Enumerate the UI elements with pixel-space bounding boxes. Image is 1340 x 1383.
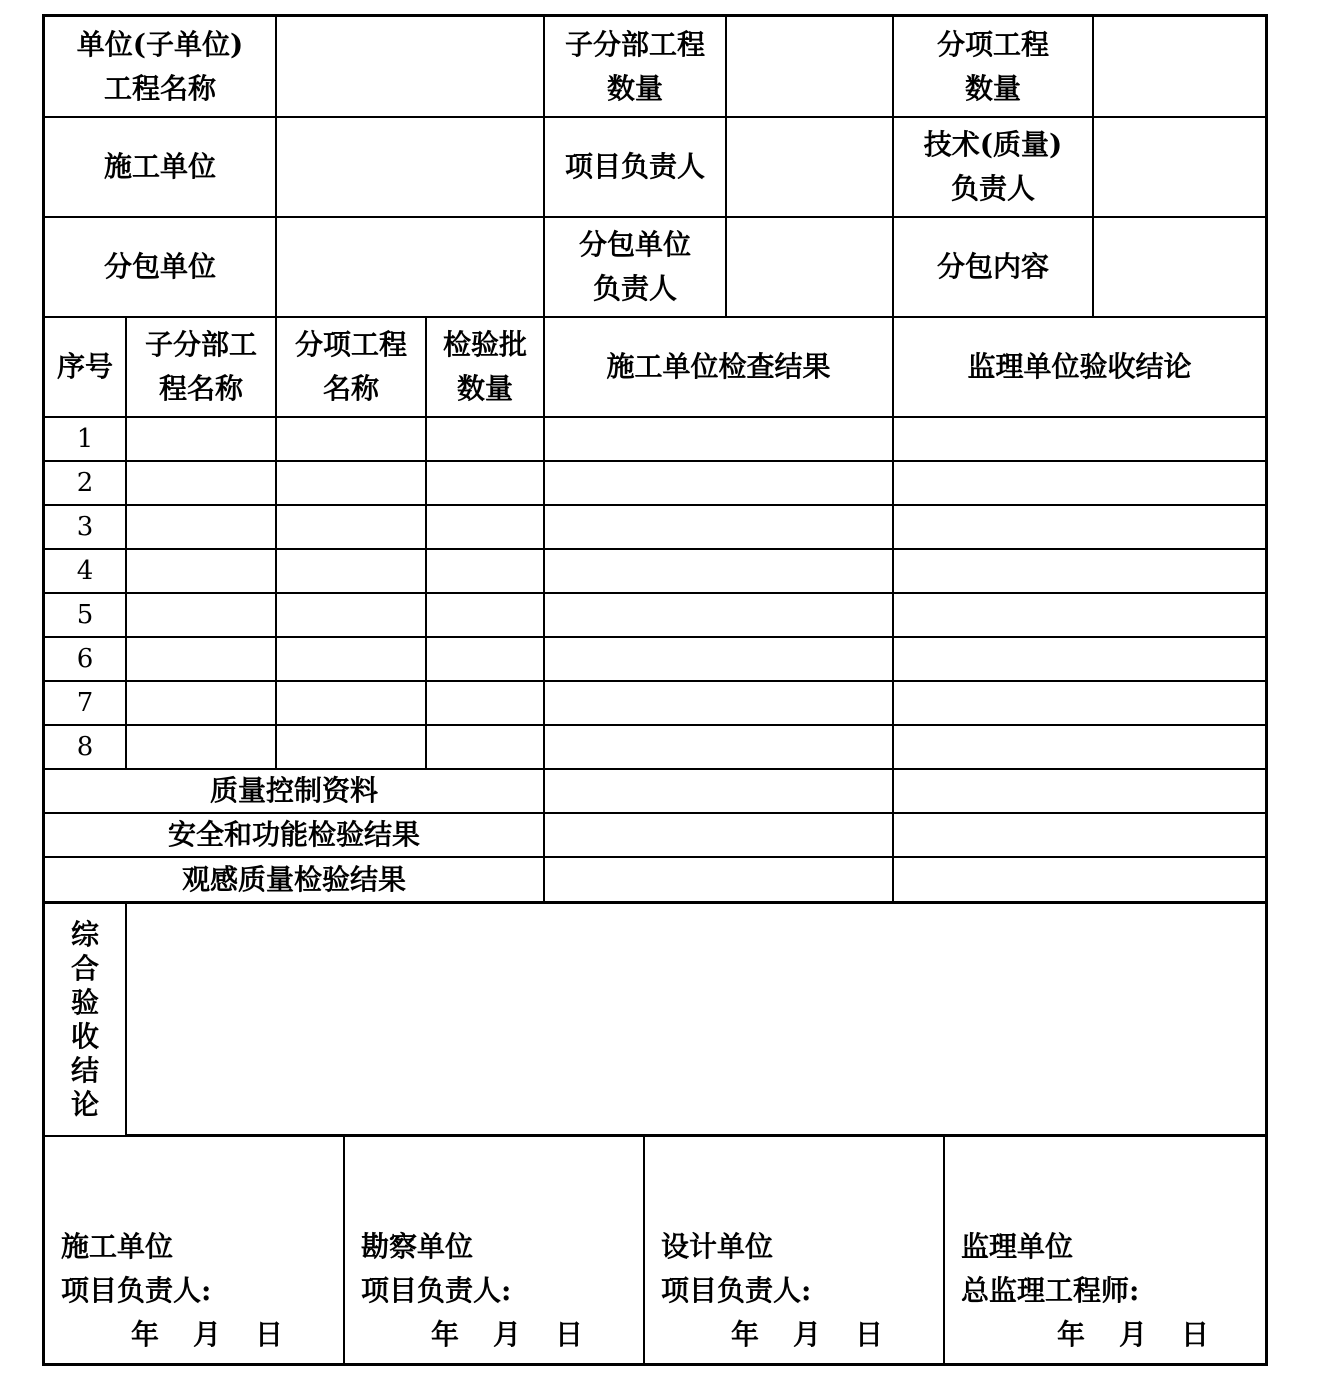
row-supervision-conclusion[interactable] xyxy=(894,682,1265,726)
signature-role: 项目负责人: xyxy=(661,1274,812,1307)
construction-unit-field[interactable] xyxy=(277,118,545,218)
row-construction-check-result[interactable] xyxy=(545,550,894,594)
row-inspection-lot-count[interactable] xyxy=(427,682,545,726)
row-sub-division-name[interactable] xyxy=(127,506,277,550)
summary-construction-result[interactable] xyxy=(545,858,894,904)
summary-row-label xyxy=(45,858,545,904)
row-sub-division-name[interactable] xyxy=(127,638,277,682)
row-supervision-conclusion[interactable] xyxy=(894,594,1265,638)
date-day: 日 xyxy=(855,1318,884,1351)
date-year: 年 xyxy=(431,1318,460,1351)
row-inspection-lot-count[interactable] xyxy=(427,418,545,462)
row-supervision-conclusion[interactable] xyxy=(894,418,1265,462)
row-number: 8 xyxy=(76,732,94,762)
row-sub-division-name[interactable] xyxy=(127,418,277,462)
row-seq xyxy=(45,638,127,682)
row-seq xyxy=(45,418,127,462)
sub-item-count-field[interactable] xyxy=(1094,17,1265,118)
signature-role: 项目负责人: xyxy=(61,1274,212,1307)
tech-quality-manager-field[interactable] xyxy=(1094,118,1265,218)
label-text: 分包单位 xyxy=(103,250,216,283)
signature-unit: 设计单位 xyxy=(661,1230,774,1263)
unit-project-name-field[interactable] xyxy=(277,17,545,118)
summary-row-label xyxy=(45,814,545,858)
row-supervision-conclusion[interactable] xyxy=(894,462,1265,506)
date-day: 日 xyxy=(1181,1318,1210,1351)
row-sub-division-name[interactable] xyxy=(127,594,277,638)
signature-unit: 施工单位 xyxy=(61,1230,174,1263)
date-day: 日 xyxy=(555,1318,584,1351)
label-char: 验 xyxy=(70,985,99,1019)
row-inspection-lot-count[interactable] xyxy=(427,550,545,594)
row-number: 2 xyxy=(76,468,94,498)
date-year: 年 xyxy=(1057,1318,1086,1351)
tech-quality-manager-label xyxy=(894,118,1094,218)
subcontractor-field[interactable] xyxy=(277,218,545,318)
row-sub-division-name[interactable] xyxy=(127,550,277,594)
row-sub-division-name[interactable] xyxy=(127,682,277,726)
row-seq xyxy=(45,550,127,594)
summary-row-label xyxy=(45,770,545,814)
label-text: 施工单位 xyxy=(103,150,216,183)
signature-block xyxy=(345,1137,645,1363)
label-line: 分项工程 xyxy=(936,27,1049,61)
label-text: 监理单位验收结论 xyxy=(967,350,1192,383)
label-text: 观感质量检验结果 xyxy=(181,862,406,896)
row-supervision-conclusion[interactable] xyxy=(894,638,1265,682)
label-char: 收 xyxy=(70,1019,99,1053)
overall-conclusion-field[interactable] xyxy=(127,904,1265,1137)
subcontract-content-field[interactable] xyxy=(1094,218,1265,318)
label-line: 子分部工程 xyxy=(564,27,705,61)
subcontractor-label xyxy=(45,218,277,318)
row-number: 1 xyxy=(76,424,94,454)
label-char: 结 xyxy=(70,1053,99,1087)
label-line: 单位(子单位) xyxy=(76,27,244,61)
signature-block xyxy=(645,1137,945,1363)
row-number: 3 xyxy=(76,512,94,542)
summary-supervision-conclusion[interactable] xyxy=(894,770,1265,814)
row-inspection-lot-count[interactable] xyxy=(427,506,545,550)
row-seq xyxy=(45,682,127,726)
sub-item-count-label xyxy=(894,17,1094,118)
summary-supervision-conclusion[interactable] xyxy=(894,858,1265,904)
signature-unit: 勘察单位 xyxy=(361,1230,474,1263)
row-inspection-lot-count[interactable] xyxy=(427,638,545,682)
row-sub-item-name[interactable] xyxy=(277,418,427,462)
date-month: 月 xyxy=(793,1318,822,1351)
row-sub-item-name[interactable] xyxy=(277,638,427,682)
row-construction-check-result[interactable] xyxy=(545,462,894,506)
row-construction-check-result[interactable] xyxy=(545,506,894,550)
row-seq xyxy=(45,462,127,506)
label-text: 序号 xyxy=(56,350,113,383)
row-sub-item-name[interactable] xyxy=(277,506,427,550)
signature-date[interactable] xyxy=(661,1313,917,1357)
row-number: 5 xyxy=(76,600,94,630)
label-line: 数量 xyxy=(606,71,663,105)
label-line: 负责人 xyxy=(592,272,677,305)
row-construction-check-result[interactable] xyxy=(545,594,894,638)
col-header-construction-check-result xyxy=(545,318,894,418)
signature-role: 总监理工程师: xyxy=(961,1274,1140,1307)
date-year: 年 xyxy=(131,1318,160,1351)
row-number: 7 xyxy=(76,688,94,718)
label-line: 程名称 xyxy=(158,372,243,405)
label-line: 检验批 xyxy=(442,328,527,361)
label-char: 合 xyxy=(70,951,99,985)
overall-conclusion-label xyxy=(45,904,127,1137)
label-line: 分包单位 xyxy=(578,228,691,261)
signature-block xyxy=(945,1137,1265,1363)
row-sub-item-name[interactable] xyxy=(277,726,427,770)
sub-division-count-label xyxy=(545,17,727,118)
label-line: 数量 xyxy=(456,372,513,405)
col-header-sub-division-name xyxy=(127,318,277,418)
label-line: 分项工程 xyxy=(294,328,407,361)
row-sub-item-name[interactable] xyxy=(277,462,427,506)
construction-unit-label xyxy=(45,118,277,218)
row-sub-item-name[interactable] xyxy=(277,682,427,726)
summary-construction-result[interactable] xyxy=(545,770,894,814)
row-construction-check-result[interactable] xyxy=(545,418,894,462)
label-line: 数量 xyxy=(964,71,1021,105)
date-month: 月 xyxy=(1119,1318,1148,1351)
row-sub-division-name[interactable] xyxy=(127,726,277,770)
signature-role: 项目负责人: xyxy=(361,1274,512,1307)
label-text: 分包内容 xyxy=(936,250,1049,283)
row-inspection-lot-count[interactable] xyxy=(427,594,545,638)
row-number: 4 xyxy=(76,556,94,586)
row-supervision-conclusion[interactable] xyxy=(894,506,1265,550)
label-line: 技术(质量) xyxy=(923,128,1063,161)
signature-date[interactable] xyxy=(961,1313,1243,1357)
date-year: 年 xyxy=(731,1318,760,1351)
row-number: 6 xyxy=(76,644,94,674)
row-sub-item-name[interactable] xyxy=(277,550,427,594)
label-line: 名称 xyxy=(322,372,379,405)
row-sub-item-name[interactable] xyxy=(277,594,427,638)
signature-unit: 监理单位 xyxy=(961,1230,1074,1263)
row-seq xyxy=(45,594,127,638)
row-seq xyxy=(45,506,127,550)
label-text: 项目负责人 xyxy=(564,150,705,183)
signature-block xyxy=(45,1137,345,1363)
label-line: 子分部工 xyxy=(144,328,257,361)
label-line: 工程名称 xyxy=(103,71,216,105)
project-manager-label xyxy=(545,118,727,218)
label-text: 质量控制资料 xyxy=(209,774,378,807)
col-header-supervision-conclusion xyxy=(894,318,1265,418)
date-day: 日 xyxy=(255,1318,284,1351)
row-construction-check-result[interactable] xyxy=(545,638,894,682)
row-seq xyxy=(45,726,127,770)
label-text: 安全和功能检验结果 xyxy=(167,818,420,851)
label-line: 负责人 xyxy=(950,172,1035,205)
label-char: 论 xyxy=(70,1087,99,1121)
row-supervision-conclusion[interactable] xyxy=(894,550,1265,594)
col-header-sub-item-name xyxy=(277,318,427,418)
sub-division-count-field[interactable] xyxy=(727,17,894,118)
acceptance-record-form xyxy=(42,14,1268,1366)
date-month: 月 xyxy=(193,1318,222,1351)
subcontractor-manager-label xyxy=(545,218,727,318)
date-month: 月 xyxy=(493,1318,522,1351)
summary-construction-result[interactable] xyxy=(545,814,894,858)
col-header-seq xyxy=(45,318,127,418)
row-inspection-lot-count[interactable] xyxy=(427,726,545,770)
row-construction-check-result[interactable] xyxy=(545,726,894,770)
row-sub-division-name[interactable] xyxy=(127,462,277,506)
subcontract-content-label xyxy=(894,218,1094,318)
summary-supervision-conclusion[interactable] xyxy=(894,814,1265,858)
label-char: 综 xyxy=(70,917,99,951)
col-header-inspection-lot-count xyxy=(427,318,545,418)
label-text: 施工单位检查结果 xyxy=(606,350,831,383)
signature-date[interactable] xyxy=(61,1313,317,1357)
row-inspection-lot-count[interactable] xyxy=(427,462,545,506)
signature-date[interactable] xyxy=(361,1313,617,1357)
row-construction-check-result[interactable] xyxy=(545,682,894,726)
unit-project-name-label xyxy=(45,17,277,118)
row-supervision-conclusion[interactable] xyxy=(894,726,1265,770)
project-manager-field[interactable] xyxy=(727,118,894,218)
subcontractor-manager-field[interactable] xyxy=(727,218,894,318)
